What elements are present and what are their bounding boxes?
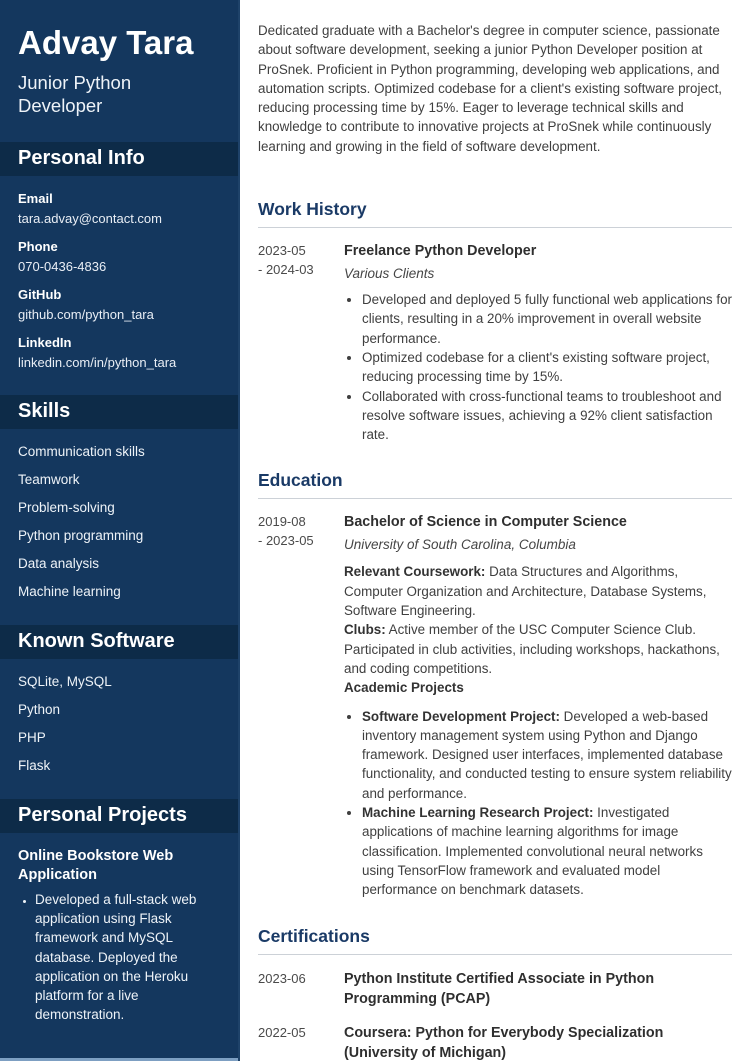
skill-item: Teamwork bbox=[18, 472, 80, 487]
certifications-section bbox=[258, 926, 732, 1063]
date-end: - 2024-03 bbox=[258, 262, 314, 278]
academic-project-bullet bbox=[362, 803, 732, 899]
date-end: - 2023-05 bbox=[258, 533, 314, 549]
cert-title: Python Institute Certified Associate in Python Programming (PCAP) bbox=[344, 970, 655, 1007]
clubs-text: Active member of the USC Computer Science Club. Participated in club activities, including workshops, hackathons, and coding competitions. bbox=[344, 622, 720, 676]
job-bullet-list bbox=[344, 290, 732, 444]
summary-text: Dedicated graduate with a Bachelor's degree in computer science, passionate about software development, seeking a junior Python Developer position at ProSnek. Proficient in Python programming, developing web applications, and automation scripts. Optimized codebase for a client's existing software project, reducing processing time by 15%. Eager to leverage technical skills and knowledge to contribute to innovative projects at ProSnek while continuously learning and growing in the field of software development. bbox=[258, 23, 723, 154]
personal-info-item-linkedin bbox=[18, 335, 220, 370]
skills-list bbox=[0, 429, 238, 600]
project-detail: Developed a web-based inventory management system using Python and Django framework. Designed user interfaces, implemented database functionality, and conducted testing to ensure system reliability and performance. bbox=[362, 708, 732, 801]
skill-item: Communication skills bbox=[18, 444, 145, 459]
certification-entry bbox=[258, 969, 732, 1009]
academic-project-bullet bbox=[362, 707, 732, 803]
section-divider bbox=[258, 498, 732, 499]
phone-value: 070-0436-4836 bbox=[18, 259, 107, 274]
section-divider bbox=[258, 954, 732, 955]
personal-info-item-email bbox=[18, 191, 220, 226]
date-start: 2019-08 bbox=[258, 514, 306, 530]
personal-info-item-phone bbox=[18, 239, 220, 274]
certifications-heading: Certifications bbox=[258, 925, 370, 946]
clubs-line bbox=[344, 620, 732, 678]
entry-dates bbox=[258, 969, 344, 1009]
entry-body bbox=[344, 241, 732, 444]
entry-body bbox=[344, 969, 732, 1009]
cert-date: 2023-06 bbox=[258, 970, 306, 986]
employer-name: Various Clients bbox=[344, 266, 435, 282]
academic-project-list bbox=[344, 707, 732, 900]
phone-label: Phone bbox=[18, 239, 58, 254]
entry-dates bbox=[258, 1023, 344, 1063]
coursework-label: Relevant Coursework: bbox=[344, 564, 486, 580]
education-section bbox=[258, 470, 732, 899]
known-software-list bbox=[0, 659, 238, 774]
skill-item: Python programming bbox=[18, 528, 144, 543]
project-lead: Machine Learning Research Project: bbox=[362, 805, 594, 821]
clubs-label: Clubs: bbox=[344, 622, 386, 638]
known-software-heading: Known Software bbox=[0, 625, 238, 659]
job-bullet: • Optimized codebase for a client's existing software project, reducing processing time by 15%. bbox=[362, 348, 732, 387]
personal-projects-heading: Personal Projects bbox=[0, 799, 238, 833]
education-entry bbox=[258, 512, 732, 899]
certification-entry bbox=[258, 1023, 732, 1063]
skill-item: Data analysis bbox=[18, 556, 100, 571]
education-description bbox=[344, 562, 732, 899]
github-label: GitHub bbox=[18, 287, 62, 302]
education-heading: Education bbox=[258, 470, 343, 491]
github-value: github.com/python_tara bbox=[18, 307, 154, 322]
job-title: Freelance Python Developer bbox=[344, 243, 537, 260]
job-bullet: • Developed and deployed 5 fully functional web applications for clients, resulting in a 20% improvement in overall website performance. bbox=[362, 290, 732, 348]
email-label: Email bbox=[18, 191, 53, 206]
academic-projects-line bbox=[344, 678, 732, 697]
personal-info-heading: Personal Info bbox=[0, 142, 238, 176]
candidate-job-title: Junior Python Developer bbox=[18, 72, 132, 116]
project-title: Online Bookstore Web Application bbox=[18, 848, 174, 883]
entry-dates bbox=[258, 512, 344, 899]
project-bullet-list bbox=[18, 890, 220, 1024]
personal-project bbox=[0, 833, 238, 1024]
degree-title: Bachelor of Science in Computer Science bbox=[344, 514, 627, 531]
school-name: University of South Carolina, Columbia bbox=[344, 537, 576, 553]
work-history-entry bbox=[258, 241, 732, 444]
email-value: tara.advay@contact.com bbox=[18, 211, 162, 226]
software-item: Python bbox=[18, 702, 61, 717]
cert-title: Coursera: Python for Everybody Specialization (University of Michigan) bbox=[344, 1024, 664, 1061]
coursework-line bbox=[344, 562, 732, 620]
skill-item: Problem-solving bbox=[18, 500, 115, 515]
project-detail: Investigated applications of machine learning algorithms for image classification. Implemented convolutional neural networks using TensorFlow framework and evaluated model performance on benchmark datasets. bbox=[362, 805, 703, 898]
coursework-text: Data Structures and Algorithms, Computer Organization and Architecture, Database Systems, Software Engineering. bbox=[344, 564, 707, 619]
software-item: Flask bbox=[18, 758, 51, 773]
linkedin-value: linkedin.com/in/python_tara bbox=[18, 355, 177, 370]
academic-projects-label: Academic Projects bbox=[344, 680, 464, 696]
main-content bbox=[240, 0, 750, 1061]
software-item: PHP bbox=[18, 730, 46, 745]
entry-body bbox=[344, 512, 732, 899]
candidate-name: Advay Tara bbox=[18, 24, 194, 61]
job-bullet: • Collaborated with cross-functional teams to troubleshoot and resolve software issues, achieving a 92% client satisfaction rate. bbox=[362, 387, 732, 445]
linkedin-label: LinkedIn bbox=[18, 335, 72, 350]
project-bullet: • Developed a full-stack web application using Flask framework and MySQL database. Deployed the application on the Heroku platform for a live demonstration. bbox=[35, 890, 220, 1024]
personal-info-list bbox=[0, 176, 238, 370]
date-start: 2023-05 bbox=[258, 243, 306, 259]
entry-dates bbox=[258, 241, 344, 444]
sidebar bbox=[0, 0, 240, 1061]
software-item: SQLite, MySQL bbox=[18, 674, 112, 689]
entry-body bbox=[344, 1023, 732, 1063]
cert-date: 2022-05 bbox=[258, 1024, 306, 1040]
section-divider bbox=[258, 227, 732, 228]
project-lead: Software Development Project: bbox=[362, 708, 560, 724]
skill-item: Machine learning bbox=[18, 584, 121, 599]
work-history-heading: Work History bbox=[258, 199, 367, 220]
personal-info-item-github bbox=[18, 287, 220, 322]
work-history-section bbox=[258, 199, 732, 444]
skills-heading: Skills bbox=[0, 395, 238, 429]
